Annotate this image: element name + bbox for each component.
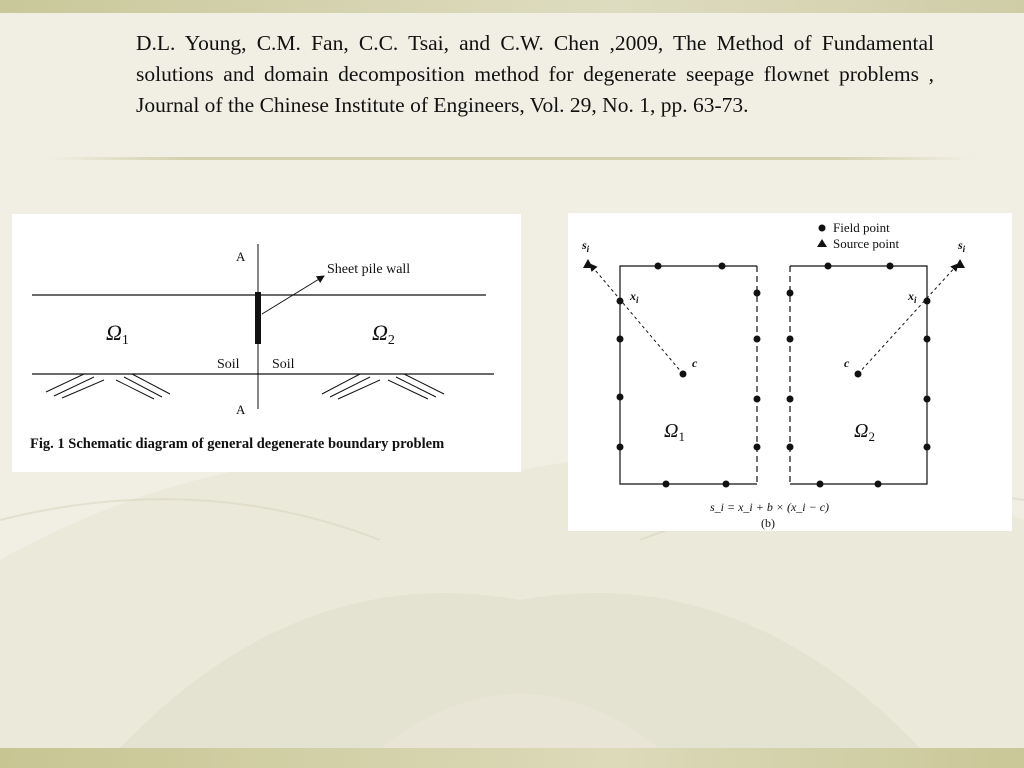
legend-field-dot	[819, 225, 826, 232]
figure-1-schematic	[12, 214, 521, 472]
ground-hatch-right	[322, 374, 444, 399]
omega-1-domain: $\Omega_1$	[664, 420, 685, 444]
formula-text: s_i = x_i + b × (x_i − c)	[710, 500, 830, 514]
top-accent-bar	[0, 0, 1024, 13]
label-s-right: $s_i$	[958, 238, 966, 254]
projection-line-left	[590, 264, 683, 374]
legend-source-triangle	[817, 239, 827, 247]
omega-2-right: Ω2	[372, 320, 395, 348]
label-x-right: $x_i$	[908, 289, 917, 305]
source-point-right	[955, 259, 965, 268]
omega-2-domain: $\Omega_2$	[854, 420, 875, 444]
label-a-bottom: A	[236, 402, 246, 417]
sublabel-b: (b)	[761, 516, 775, 530]
omega-1-left: Ω1	[106, 320, 129, 348]
source-point-left	[583, 259, 593, 268]
legend-source-label: Source point	[833, 236, 900, 251]
soil-left-label: Soil	[217, 357, 240, 372]
label-s-left: $s_i$	[582, 238, 590, 254]
citation-text: D.L. Young, C.M. Fan, C.C. Tsai, and C.W. Chen ,2009, The Method of Fundamental solutions and domain decomposition method for degenerate seepage flownet problems , Journal of the Chinese Institute of Engineers, Vol. 29, No. 1, pp. 63-73.	[136, 31, 934, 117]
label-c-right: c	[844, 356, 850, 370]
label-c-left: c	[692, 356, 698, 370]
figure-1-caption: Fig. 1 Schematic diagram of general degenerate boundary problem	[30, 436, 445, 452]
title-divider	[46, 157, 974, 160]
projection-line-right	[858, 264, 958, 374]
sheet-pile-wall	[255, 292, 261, 344]
bottom-accent-bar	[0, 748, 1024, 768]
soil-right-label: Soil	[272, 357, 295, 372]
figure-2-domain-decomposition	[568, 213, 1012, 531]
label-x-left: $x_i$	[630, 289, 639, 305]
sheet-pile-label: Sheet pile wall	[327, 262, 411, 277]
legend-field-label: Field point	[833, 220, 890, 235]
label-a-top: A	[236, 249, 246, 264]
domain-1-boundary	[620, 266, 757, 484]
ground-hatch-left	[46, 374, 170, 399]
